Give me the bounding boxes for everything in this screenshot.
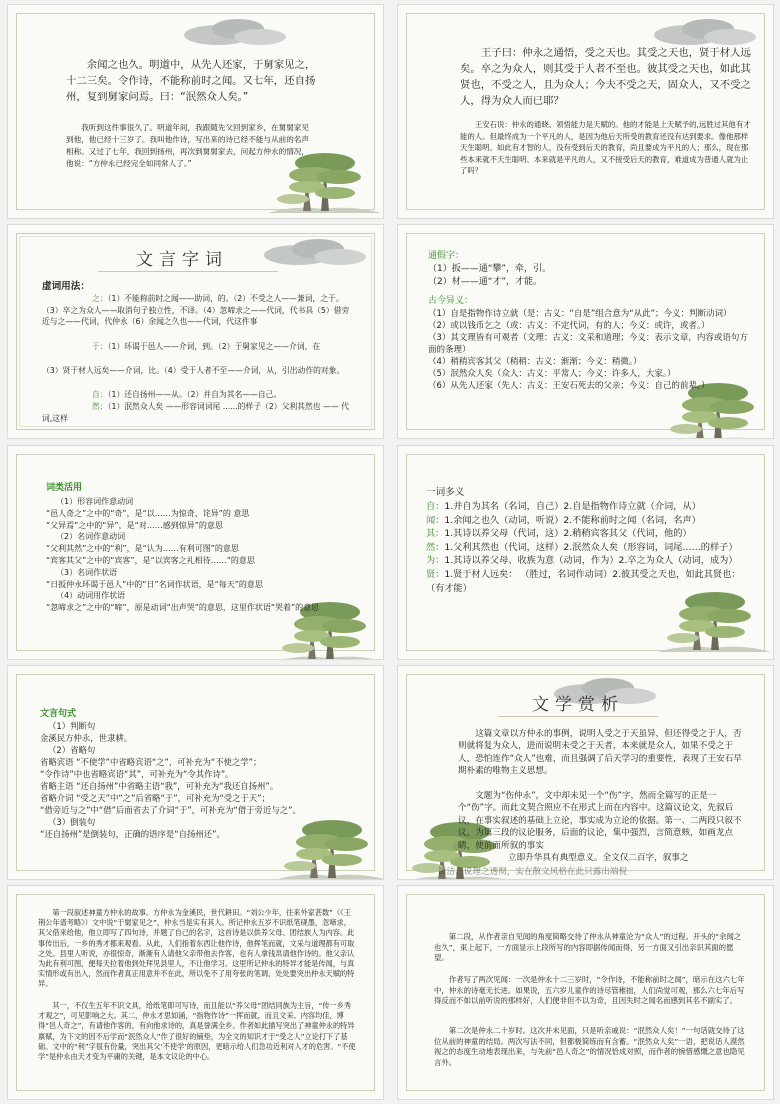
- wordclass-line: “父利其然”之中的“利”，是“认为……有利可图”的意思: [46, 544, 239, 554]
- pattern-line: “借旁近与之”中“借”后面省去了介词“于”，可补充为“借于旁近与之”。: [40, 805, 301, 815]
- usage-zhi: [42, 293, 354, 328]
- cloud-decoration: [178, 11, 288, 51]
- pattern-line: 金溪民方仲永，世隶耕。: [40, 733, 133, 743]
- pattern-line: 省略介词 “受之天”中“之”后省略“于”，可补充为“受之于天”；: [40, 793, 270, 803]
- analysis-para: 作者写了两次见闻：一次是仲永十二三岁时，“令作诗，不能称前时之闻”，暗示在这六七年中，仲永的诗毫无长进。如果说，五六岁儿童作的诗尽管稚拙，人们尚觉可观，那么六七年后写得反而不如以前听说的那样好，人们便非但不以为奇，且因失时之闻名而感到其名不副实了。: [434, 975, 745, 1006]
- appreciation-para: 立即升华具有典型意义。全文仅二百字，叙事之: [508, 853, 689, 863]
- polysemy-text: 1.其诗以养父母（代词，这）2.稍稍宾客其父（代词，他的）: [444, 528, 692, 540]
- polysemy-item: [426, 541, 746, 555]
- polysemy-item: [426, 500, 746, 514]
- polysemy-label: 其：: [426, 528, 445, 540]
- slide-8[interactable]: [398, 666, 773, 879]
- polysemy-text: 1.余闻之也久（动词，听说）2.不能称前时之闻（名词，名声）: [444, 514, 701, 526]
- pattern-line: （3）倒装句: [48, 817, 96, 827]
- slide-6[interactable]: [398, 446, 773, 659]
- appreciation-para-cut: 简洁、说理之透彻，实在散文风格在此只露出端倪: [438, 867, 628, 877]
- wordclass-line: （3）名词作状语: [56, 567, 118, 577]
- usage-text: （1）环谒于邑人——介词，到。（2）于舅家见之——介词，在: [107, 342, 321, 351]
- usage-ran: [42, 401, 354, 424]
- pattern-line: （2）省略句: [48, 745, 96, 755]
- wordclass-line: （1）形容词作意动词: [56, 497, 134, 506]
- wordclass-list: [46, 496, 346, 614]
- usage-yu-continued: （3）贤于材人远矣——介词，比。（4）受于人者不至——介词，从，引出动作的对象。: [42, 366, 345, 375]
- slide-1[interactable]: [8, 5, 383, 218]
- section-title: 文言字词: [136, 250, 228, 270]
- analysis-para: 第二段，从作者亲自见闻的角度简略交待了仲永从神童沦为“众人”的过程。开头的“余闻之也久”，束上起下，一方面显示上段所写的内容即据传闻而得，另一方面又引出亲识其面的愿望。: [434, 932, 742, 963]
- classical-text-paragraph: 余闻之也久。明道中，从先人还家，于舅家见之，十二三矣。令作诗，不能称前时之闻。又七年，还自扬州，复到舅家问焉。曰：“泯然众人矣。”: [66, 59, 316, 103]
- analysis-para: 其一，不仅生五年不识文具，给纸笔即可写诗，而且能以“养父母”团结同族为主旨，“传一乡秀才观之”，可见影响之大。其二，仲永才思如涌，“指物作诗”一挥而就，而且文采、内容均佳，博得“邑人奇之”，有请他作客的，有向他求诗的，真是誉满全乡。作者如此描写突出了神童仲永的特异禀赋，为下文的因不后学而“泯然众人”作了很好的铺垫，为全文的知识才于“受之人”立论打下了基础。文中的“利”字很有份量，突出其父‘不使学’的原因，更暗示给人们急功近利对人才的危害。“不使学”是仲永由天才变为平庸的关键，是本文议论的中心。: [38, 1001, 356, 1062]
- gujin-item: （6）从先人还家（先人：古义：王安石死去的父亲；今义：自己的前辈。）: [428, 381, 710, 391]
- polysemy-item: [426, 527, 746, 541]
- polysemy-label: 自：: [426, 501, 445, 512]
- gujin-list: [428, 308, 748, 392]
- classical-text-paragraph: 王子曰：仲永之通悟，受之天也。其受之天也，贤于材人远矣。卒之为众人，则其受于人者不至也。彼其受之天也，如此其贤也，不受之人，且为众人；今夫不受之天，固众人，又不受之人，得为众人而已耶？: [460, 47, 751, 107]
- usage-zi: [42, 389, 354, 401]
- tongjia-item: （2）材——通“才”，才能。: [428, 277, 543, 287]
- usage-label: 于：: [92, 342, 108, 351]
- slide-7[interactable]: [8, 666, 383, 879]
- section-heading: 虚词用法：: [42, 281, 90, 292]
- slide-2[interactable]: [398, 5, 773, 218]
- polysemy-item: [426, 554, 746, 568]
- usage-text: （1）泯然众人矣 ——形容词词尾 ......的样子（2）父利其然也 —— 代词,这样: [42, 402, 349, 423]
- usage-text: （1）还自扬州——从。（2）并自为其名——自己。: [107, 390, 282, 399]
- slide-3[interactable]: [8, 225, 383, 438]
- polysemy-label: 然：: [426, 541, 445, 553]
- polysemy-label: 贤：: [426, 568, 445, 580]
- pattern-line: 省略宾语 “不使学”中省略宾语“之”，可补充为“不使之学”；: [40, 757, 262, 767]
- slide-9[interactable]: [8, 886, 383, 1099]
- appreciation-para: 这篇文章以方仲永的事例，说明人受之于天虽异，但还得受之于人，否则就将复为众人，进而说明未受之于天者，本来就是众人，如果不受之于人，恐怕连作“众人”也难，而且强调了后天学习的重要性，表现了王安石早期朴素的唯物主义思想。: [458, 729, 742, 777]
- gujin-item: （5）泯然众人矣（众人：古义：平常人；今义：许多人，大家。）: [428, 369, 676, 379]
- section-label: 文言句式: [40, 709, 77, 719]
- wordclass-line: “日扳仲永环谒于邑人”中的“日”名词作状语，是“每天”的意思: [46, 579, 263, 589]
- slide-10[interactable]: [398, 886, 773, 1099]
- section-title: 一词多义: [426, 487, 465, 498]
- wordclass-line: （2）名词作意动词: [56, 532, 126, 542]
- analysis-para: 第二次是仲永二十岁时。这次并未见面，只是听亲戚说：“泯然众人矣！”一句话就交待了这位从前的神童的结局。两次写法不同，但都极简练而有含蓄。“泯然众人矣”一语，把说话人漠然视之的态度生动地表现出来，与先前“邑人奇之”的情况恰成对照，而作者的惋惜感慨之意也隐见言外。: [434, 1026, 745, 1067]
- section-title: 文学赏析: [532, 695, 624, 715]
- usage-label: 自：: [92, 390, 108, 399]
- gujin-item: （2）或以钱币乞之（或：古义：不定代词，有的人；今义：或许，或者。）: [428, 321, 710, 331]
- gujin-label: 古今异义：: [428, 296, 474, 306]
- slide-5[interactable]: [8, 446, 383, 659]
- tongjia-label: 通假字：: [428, 251, 465, 261]
- wordclass-line: （4）动词用作状语: [56, 591, 126, 601]
- usage-label: 之：: [92, 294, 108, 303]
- gujin-item: （4）稍稍宾客其父（稍稍：古义：渐渐；今义：稍微。）: [428, 357, 642, 367]
- wordclass-line: “邑人奇之”之中的“奇”，是“以……为惊奇、诧异”的 意思: [46, 508, 250, 518]
- sentence-pattern-list: [40, 720, 340, 840]
- polysemy-text: 1.其诗以养父母、收族为意（动词，作为）2.卒之为众人（动词，成为）: [444, 555, 738, 567]
- wordclass-line: “忽啼求之”之中的“啼”，原是动词“出声哭”的意思，这里作状语“哭着”的意思: [46, 603, 320, 613]
- polysemy-label: 为：: [426, 555, 445, 567]
- pattern-line: （1）判断句: [48, 721, 96, 731]
- wordclass-line: “宾客其父”之中的“宾客”，是“以宾客之礼相待……”的意思: [46, 555, 255, 565]
- pattern-line: “还自扬州”是倒装句，正确的语序是“自扬州还”。: [40, 829, 225, 839]
- polysemy-text: 1.并自为其名（名词，自己）2.自是指物作诗立就（介词，从）: [444, 501, 701, 512]
- polysemy-label: 闻：: [426, 514, 445, 526]
- polysemy-text: 1.贤于材人远矣： （胜过，名词作动词）2.彼其受之天也，如此其贤也：（有才能）: [426, 568, 741, 594]
- translation-paragraph: 王安石说：仲永的通晓、领悟能力是天赋的。他的才能是上天赋予的,远胜过其他有才能的人。但最终成为一个平凡的人，是因为他后天所受的教育还没有达到要求。像他那样天生聪明、如此有才智的人，没有受到后天的教育，尚且要成为平凡的人；那么，现在那些本来就不天生聪明、本来就是平凡的人，又不接受后天的教育，难道成为普通人就为止了吗？: [460, 120, 751, 175]
- usage-label: 然：: [92, 402, 108, 411]
- translation-paragraph: 我听到这件事很久了。明道年间，我跟随先父回到家乡，在舅舅家见到他，他已经十三岁了。我叫他作诗，写出来的诗已经不能与从前的名声相称。又过了七年，我回到扬州，再次到舅舅家去，问起方仲永的情况，他说：“方仲永已经完全如同常人了。”: [66, 123, 309, 168]
- polysemy-item: [426, 514, 746, 528]
- wordclass-line: “父异焉”之中的“异”，是“对……感到惊异”的意思: [46, 520, 223, 530]
- usage-yu: [42, 341, 354, 353]
- gujin-item: （1）自是指物作诗立就（是：古义：“自是”组合意为“从此”；今义：判断动词）: [428, 309, 732, 319]
- usage-text: （1）不能称前时之闻——助词，的。（2）不受之人——兼词，之于。（3）卒之为众人——取消句子独立性，不译。（4）忽啼求之——代词，代书具（5）借旁近与之——代词，代仲永（6）余闻之久也——代词，代这件事: [42, 294, 350, 327]
- pattern-line: “令作诗”中也省略宾语“其”，可补充为“令其作诗”。: [40, 769, 234, 779]
- appreciation-para: 文题为“伤仲永”，文中却未见一个“伤”字，然而全篇写的正是一个“伤”字。而此文契合照应不在形式上而在内容中。这篇议论文，先叙后议，在事实叙述的基础上立论，事实成为立论的依据。第一、二两段只叙不议，为第三段的议论服务，后面的议论，集中强烈，言简意赅，如画龙点睛，使前面所叙的事实: [458, 791, 742, 851]
- analysis-para: 第一段叙述神童方仲永的故事。方仲永为金溪民，世代耕田。“刘公少年，往来外家甚数”（《王荆公年谱考略》）文中说“于舅家见之”，仲永当是实有其人。所记仲永五岁不识纸笔砚墨，忽啼求，其父借来给他，他立即写了四句诗，并题了自己的名字，这首诗是以供养父母、团结族人为内容。此事传出后，一乡的秀才都来观看。从此，人们指着东西让他作诗，他挥笔而就，文采与道理都有可取之处。县里人听说，亦很惊奇，渐渐有人请他父亲带他去作客，也有人拿钱帛请他作诗的。他父亲认为此有利可图，便每天拉着他到处拜见县里人，不让他学习。这里所记仲永的特异才能是传闻，与真实情形或有出入，然而作者真正用意并不在此，所以免不了用夸张的笔调，处处要突出仲永天赋的特异。: [38, 908, 355, 989]
- tongjia-item: （1）扳——通“攀”，牵，引。: [428, 264, 552, 274]
- section-label: 词类活用: [46, 483, 83, 493]
- slide-4[interactable]: [398, 225, 773, 438]
- pattern-line: 省略主语 “还自扬州”中省略主语“我”，可补充为“我还自扬州”。: [40, 781, 279, 791]
- polysemy-list: [426, 500, 746, 595]
- gujin-item: （3）其文理皆有可观者（文理：古义：文采和道理；今义：表示文章，内容或语句方面的条理）: [428, 333, 748, 355]
- polysemy-text: 1.父利其然也（代词，这样）2.泯然众人矣（形容词，词尾……的样子）: [444, 541, 738, 553]
- polysemy-item: [426, 568, 746, 595]
